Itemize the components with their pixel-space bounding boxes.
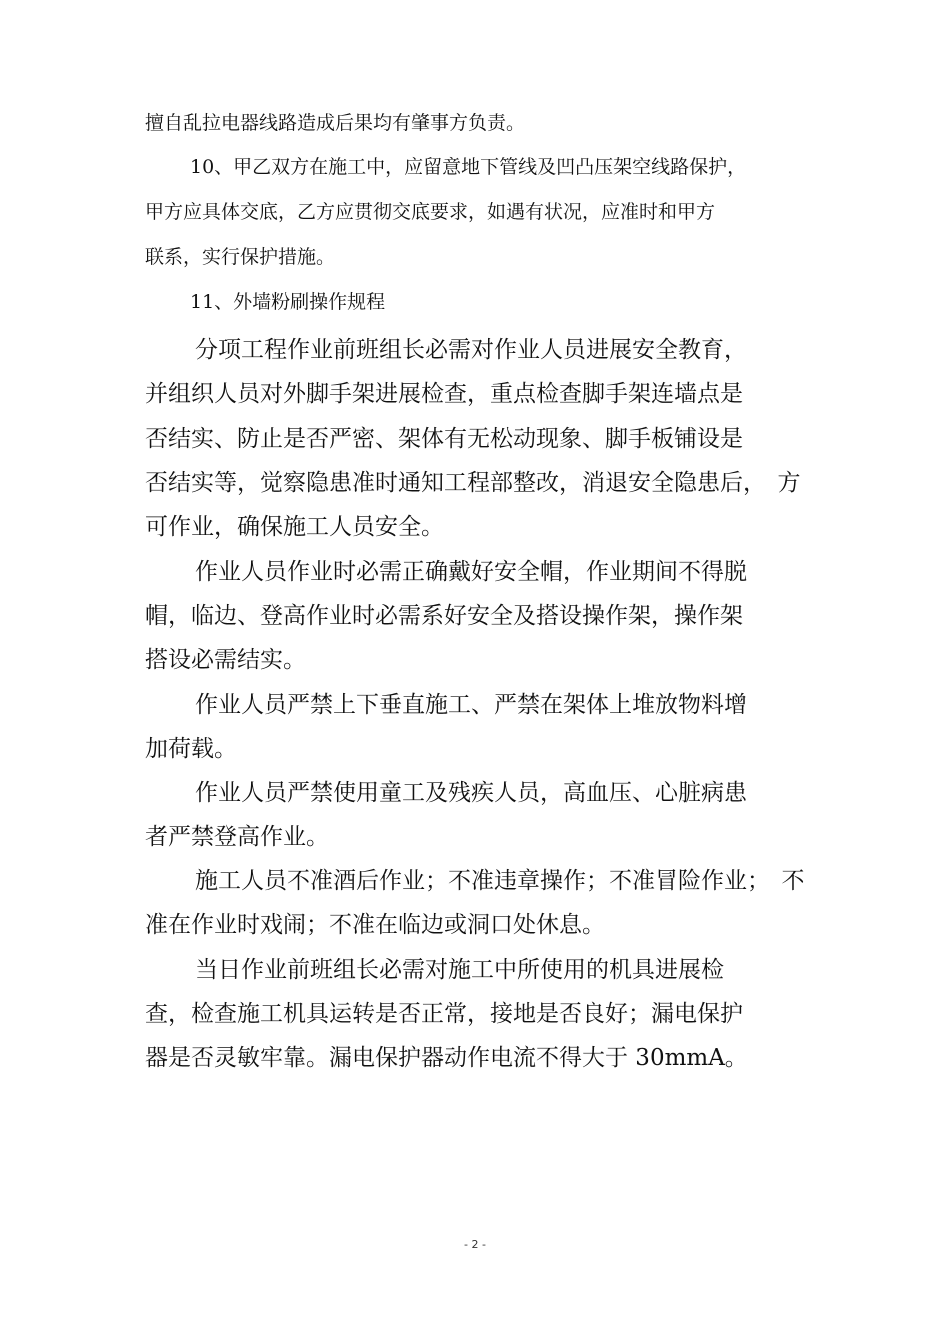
text-line: 10、甲乙双方在施工中，应留意地下管线及凹凸压架空线路保护， xyxy=(190,156,747,178)
text-line: 分项工程作业前班组长必需对作业人员进展安全教育， xyxy=(195,337,747,363)
text-line: 帽，临边、登高作业时必需系好安全及搭设操作架，操作架 xyxy=(145,603,743,629)
text-line: 器是否灵敏牢靠。漏电保护器动作电流不得大于 30mmA。 xyxy=(145,1045,748,1071)
text-line: 否结实、防止是否严密、架体有无松动现象、脚手板铺设是 xyxy=(145,426,743,452)
text-line: 者严禁登高作业。 xyxy=(145,824,329,850)
text-line: 作业人员严禁使用童工及残疾人员，高血压、心脏病患 xyxy=(195,780,747,806)
text-line: 否结实等，觉察隐患准时通知工程部整改，消退安全隐患后， 方 xyxy=(145,470,801,496)
text-line: 并组织人员对外脚手架进展检查，重点检查脚手架连墙点是 xyxy=(145,381,743,407)
text-line: 联系，实行保护措施。 xyxy=(145,246,336,268)
text-line: 甲方应具体交底，乙方应贯彻交底要求，如遇有状况，应准时和甲方 xyxy=(145,201,716,223)
text-line: 查，检查施工机具运转是否正常，接地是否良好；漏电保护 xyxy=(145,1001,743,1027)
text-line: 施工人员不准酒后作业；不准违章操作；不准冒险作业； 不 xyxy=(195,868,805,894)
text-line: 当日作业前班组长必需对施工中所使用的机具进展检 xyxy=(195,957,724,983)
text-line: 可作业，确保施工人员安全。 xyxy=(145,514,444,540)
text-line: 作业人员作业时必需正确戴好安全帽，作业期间不得脱 xyxy=(195,559,747,585)
section-heading: 11、外墙粉刷操作规程 xyxy=(190,291,386,313)
text-line: 准在作业时戏闹；不准在临边或洞口处休息。 xyxy=(145,912,605,938)
text-line: 加荷载。 xyxy=(145,736,237,762)
text-line: 作业人员严禁上下垂直施工、严禁在架体上堆放物料增 xyxy=(195,692,747,718)
page-number: - 2 - xyxy=(464,1238,486,1251)
text-line: 擅自乱拉电器线路造成后果均有肇事方负责。 xyxy=(145,112,526,134)
text-line: 搭设必需结实。 xyxy=(145,647,306,673)
